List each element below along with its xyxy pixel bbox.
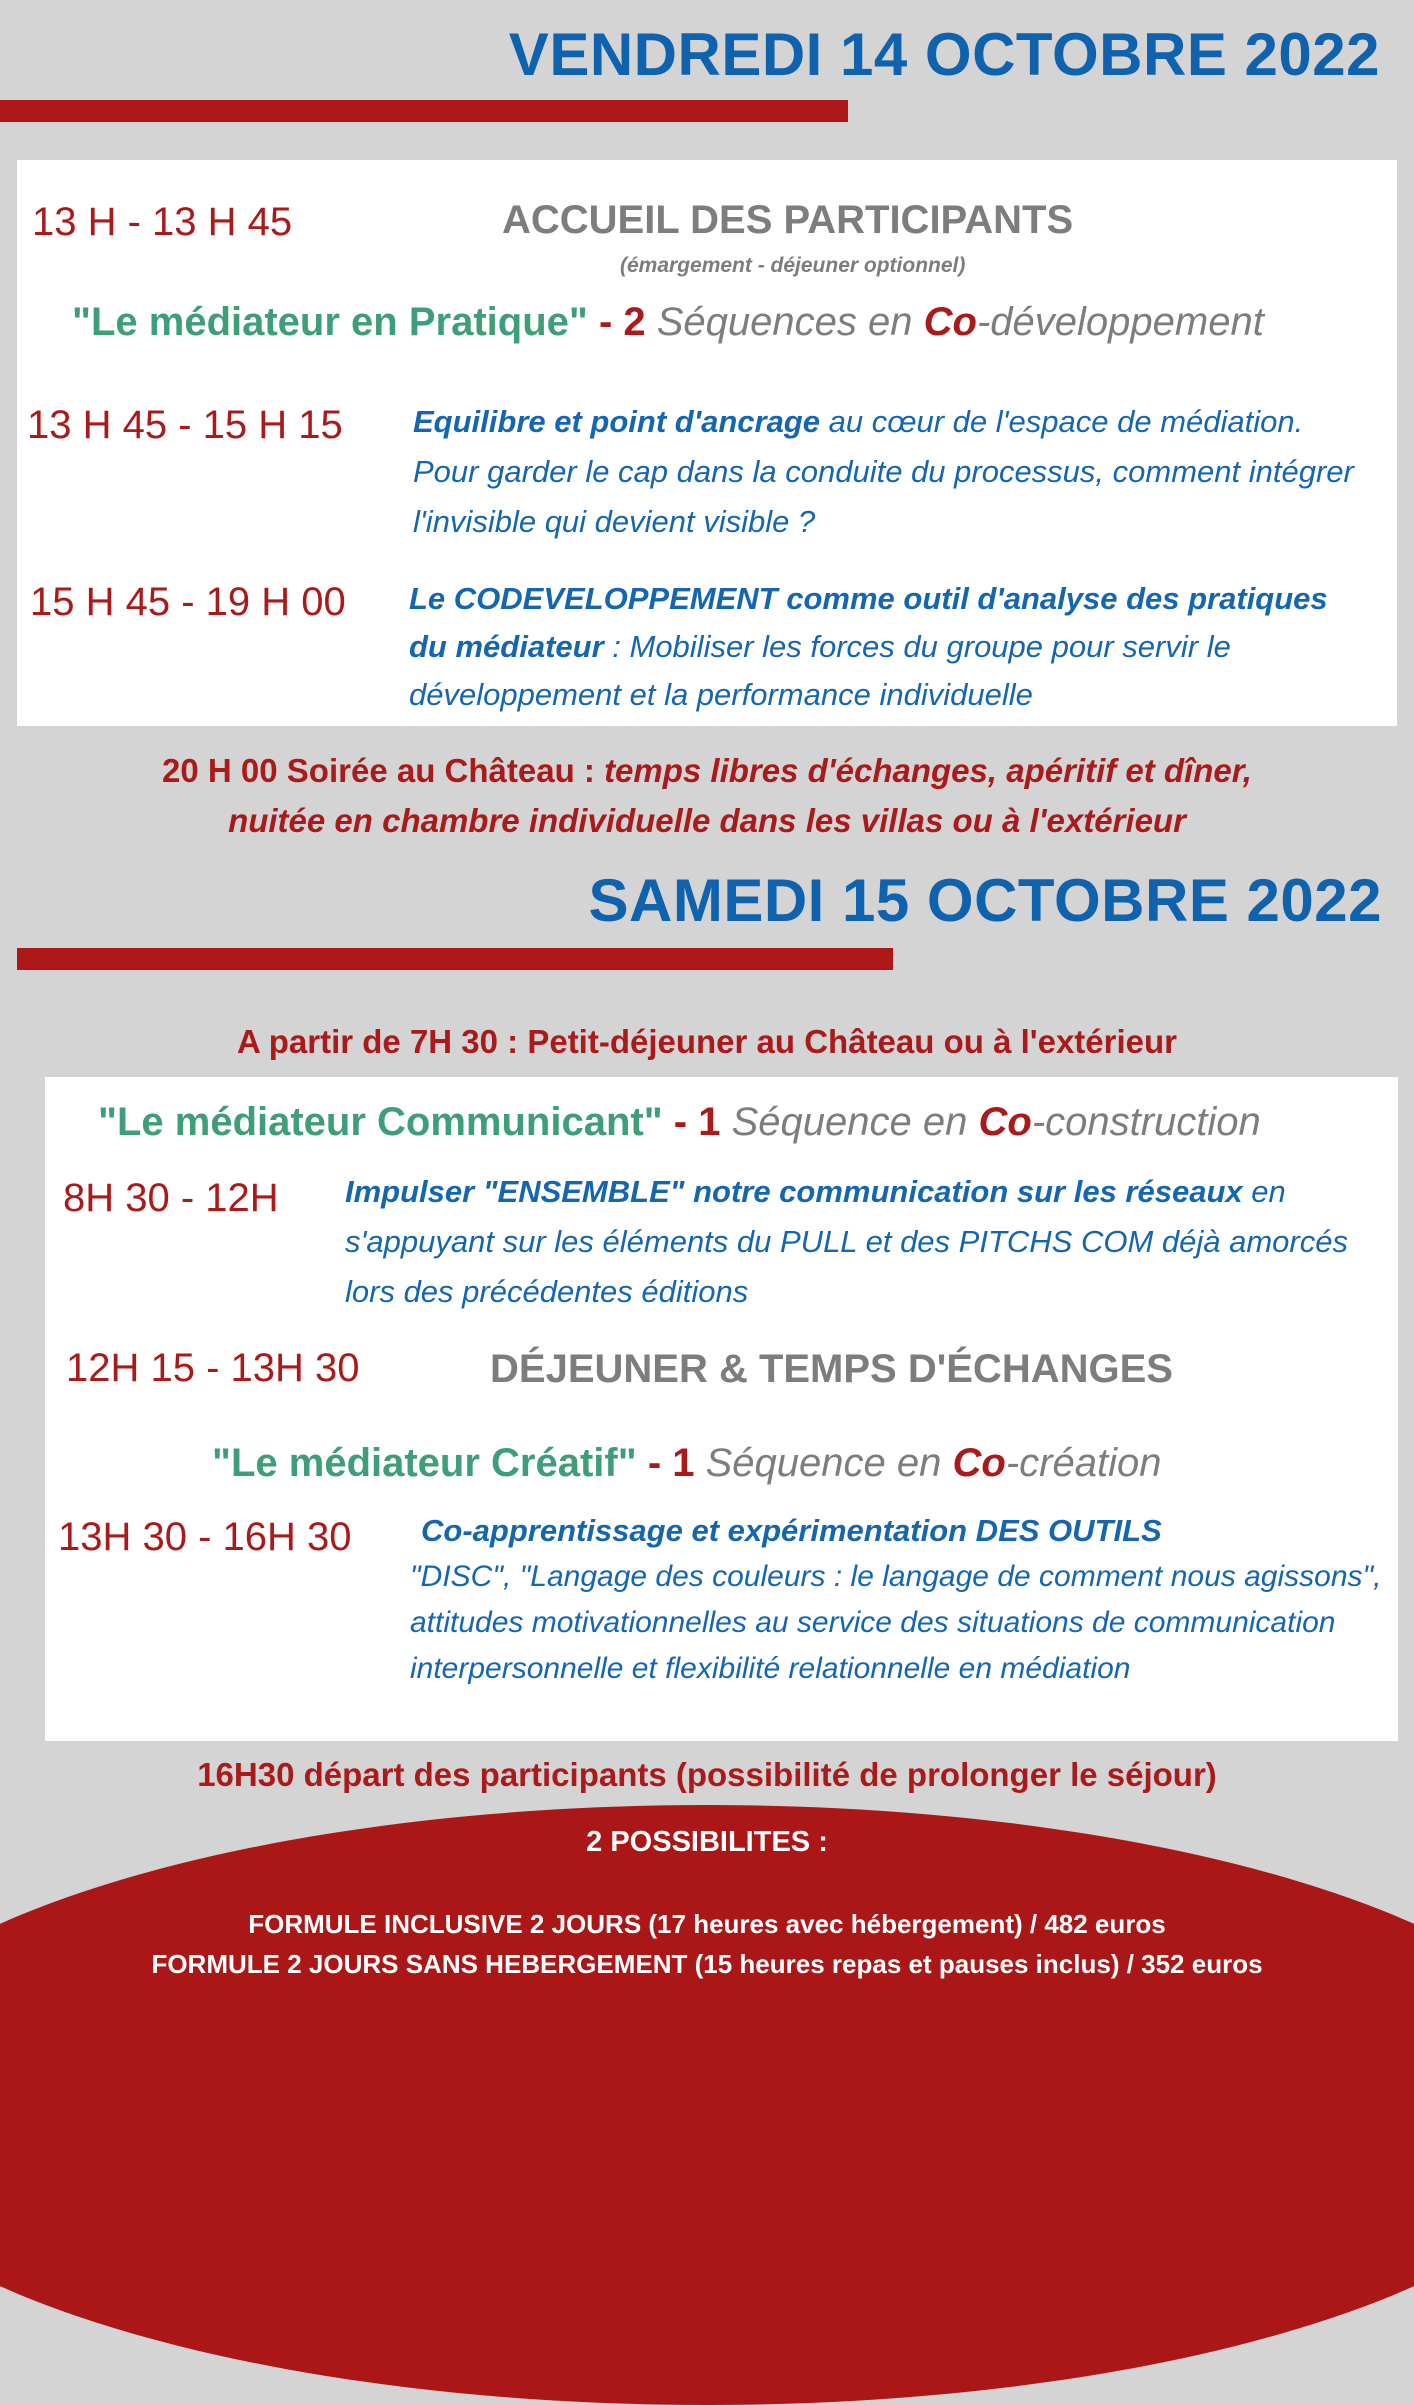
pricing-option-without-lodging: FORMULE 2 JOURS SANS HEBERGEMENT (15 heures repas et pauses inclus) / 352 euros (151, 1949, 1263, 1979)
friday-session1-description (413, 397, 1373, 547)
friday-session1-time: 13 H 45 - 15 H 15 (27, 403, 343, 447)
saturday-title-underline (17, 948, 893, 970)
welcome-note: (émargement - déjeuner optionnel) (620, 254, 966, 277)
sequence2-co: Co (952, 1441, 1006, 1485)
saturday-session1-time: 8H 30 - 12H (63, 1176, 279, 1220)
sequence-pre: Séquences en (645, 300, 924, 344)
lunch-title: DÉJEUNER & TEMPS D'ÉCHANGES (490, 1347, 1173, 1391)
evening-italic-1: temps libres d'échanges, apéritif et dîner, (604, 752, 1252, 789)
departure-line: 16H30 départ des participants (possibilité de prolonger le séjour) (197, 1756, 1217, 1793)
sequence2-name: "Le médiateur Créatif" (212, 1441, 637, 1485)
sequence1-count: 1 (698, 1100, 721, 1144)
sequence2-post: -création (1005, 1441, 1162, 1485)
sequence-co: Co (923, 300, 977, 344)
evening-lead: 20 H 00 Soirée au Château : (162, 752, 605, 789)
sequence1-pre: Séquence en (720, 1100, 979, 1144)
friday-title: VENDREDI 14 OCTOBRE 2022 (508, 21, 1380, 88)
pricing-arc-background (0, 1805, 1414, 2405)
sequence1-co: Co (978, 1100, 1032, 1144)
sequence-name: "Le médiateur en Pratique" (72, 300, 588, 344)
friday-session1-text: au cœur de l'espace de médiation. Pour garder le cap dans la conduite du processus, comment intégrer l'invisible qui devient visible ? (413, 404, 1354, 539)
sequence1-dash: - (662, 1100, 699, 1144)
sequence1-post: -construction (1031, 1100, 1261, 1144)
sequence-post: -développement (976, 300, 1264, 344)
sequence-count: 2 (623, 300, 646, 344)
pricing-option-inclusive: FORMULE INCLUSIVE 2 JOURS (17 heures avec hébergement) / 482 euros (248, 1909, 1166, 1939)
saturday-sequence2-heading (212, 1441, 1161, 1486)
friday-session2-bold: Le CODEVELOPPEMENT comme outil d'analyse des pratiques du médiateur (409, 581, 1328, 664)
saturday-session1-bold: Impulser "ENSEMBLE" notre communication sur les réseaux (345, 1174, 1243, 1209)
sequence-dash: - (587, 300, 624, 344)
saturday-title: SAMEDI 15 OCTOBRE 2022 (588, 867, 1382, 934)
saturday-session2-description: "DISC", "Langage des couleurs : le langage de comment nous agissons", attitudes motivationnelles au service des situations de communication interpersonnelle et flexibilité relationnelle en médiation (410, 1560, 1382, 1685)
saturday-session2-bold: Co-apprentissage et expérimentation DES OUTILS (421, 1513, 1162, 1548)
friday-session2-description (409, 575, 1369, 719)
lunch-time: 12H 15 - 13H 30 (66, 1346, 360, 1390)
friday-session2-text: : Mobiliser les forces du groupe pour servir le développement et la performance individuelle (409, 629, 1231, 712)
sequence1-name: "Le médiateur Communicant" (98, 1100, 663, 1144)
sequence2-pre: Séquence en (694, 1441, 953, 1485)
saturday-sequence1-heading (98, 1100, 1261, 1145)
welcome-title: ACCUEIL DES PARTICIPANTS (502, 198, 1074, 242)
pricing-title: 2 POSSIBILITES : (586, 1826, 828, 1858)
evening-italic-2: nuitée en chambre individuelle dans les villas ou à l'extérieur (228, 802, 1186, 839)
sequence2-dash: - (636, 1441, 673, 1485)
sequence2-count: 1 (672, 1441, 695, 1485)
friday-title-underline (0, 100, 848, 122)
saturday-breakfast: A partir de 7H 30 : Petit-déjeuner au Château ou à l'extérieur (236, 1023, 1178, 1060)
friday-session1-bold: Equilibre et point d'ancrage (413, 404, 820, 439)
friday-evening-line2 (0, 802, 1414, 840)
friday-sequence-heading (72, 300, 1264, 345)
friday-evening-line1 (0, 752, 1414, 790)
saturday-session1-text: en s'appuyant sur les éléments du PULL et des PITCHS COM déjà amorcés lors des précédentes éditions (345, 1174, 1348, 1309)
saturday-session2-time: 13H 30 - 16H 30 (58, 1515, 352, 1559)
friday-session2-time: 15 H 45 - 19 H 00 (30, 580, 346, 624)
saturday-session1-description (345, 1167, 1395, 1317)
welcome-time: 13 H - 13 H 45 (32, 200, 293, 244)
